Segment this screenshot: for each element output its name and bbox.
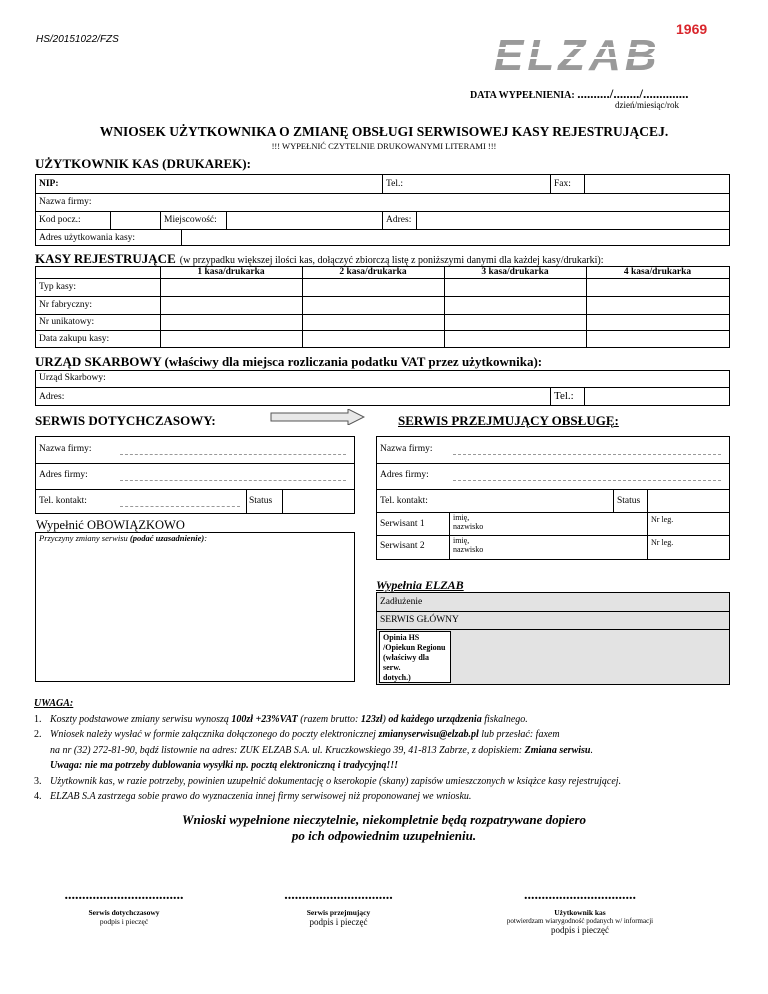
old-service-table xyxy=(35,436,355,514)
column-1: 1 kasa/drukarka xyxy=(197,267,265,277)
elzab-fill-heading: Wypełnia ELZAB xyxy=(376,578,464,592)
signature-old-dots: .................................. xyxy=(64,888,184,903)
warning-line-2: po ich odpowiednim uzupełnieniu. xyxy=(291,828,477,843)
incomplete-warning xyxy=(0,812,768,844)
note-2-f: . xyxy=(590,744,593,756)
registers-note: (w przypadku większej ilości kas, dołączyć zbiorczą listę z poniższymi danymi dla każdej kasy/drukarki): xyxy=(179,255,604,266)
tax-office-table xyxy=(35,370,730,406)
signature-new-dots: ............................... xyxy=(284,888,393,903)
main-service-label: SERWIS GŁÓWNY xyxy=(380,615,459,625)
new-status-label: Status xyxy=(617,496,641,506)
date-label: DATA WYPEŁNIENIA: xyxy=(470,90,575,101)
new-contact-label: Tel. kontakt: xyxy=(380,496,428,506)
note-3 xyxy=(34,774,754,790)
note-2-d: na nr (32) 272-81-90, bądź listownie na adres: ZUK ELZAB S.A. ul. Kruczkowskiego 39, 41-813 Zabrze, z dopiskiem: xyxy=(50,744,525,756)
tax-tel-label: Tel.: xyxy=(554,390,574,402)
logo-year: 1969 xyxy=(676,21,708,37)
tech1-name-label xyxy=(453,513,483,531)
column-4: 4 kasa/drukarka xyxy=(623,267,692,277)
elzab-fill-table xyxy=(376,592,730,685)
reasons-text: Przyczyny zmiany serwisu xyxy=(39,533,128,543)
registers-table xyxy=(35,266,730,348)
note-2 xyxy=(34,727,754,743)
signature-user[interactable] xyxy=(475,890,685,935)
signature-user-note: potwierdzam wiarygodność podanych w/ informacji xyxy=(506,917,654,925)
reasons-label xyxy=(39,533,207,543)
arrow-right-icon xyxy=(270,409,365,430)
row-unique: Nr unikatowy: xyxy=(39,317,95,327)
note-4-text: ELZAB S.A zastrzega sobie prawo do wyznaczenia innej firmy serwisowej niż proponowanej we wniosku. xyxy=(50,791,472,802)
postal-label: Kod pocz.: xyxy=(39,215,81,225)
note-3-num: 3. xyxy=(34,775,42,787)
user-section-heading: UŻYTKOWNIK KAS (DRUKAREK): xyxy=(35,156,251,171)
tel-label: Tel.: xyxy=(386,179,404,189)
new-service-table xyxy=(376,436,730,560)
note-2-num: 2. xyxy=(34,729,42,740)
note-2-cont xyxy=(34,743,754,759)
logo-text: ELZAB xyxy=(494,31,661,76)
usage-address-label: Adres użytkowania kasy: xyxy=(39,233,136,243)
column-3: 3 kasa/drukarka xyxy=(481,267,549,277)
opinion-box xyxy=(379,631,451,683)
note-2-e: Zmiana serwisu xyxy=(524,744,591,756)
old-address-label: Adres firmy: xyxy=(39,470,88,480)
notes-heading: UWAGA: xyxy=(34,698,74,709)
date-dots[interactable]: ........../......../.............. xyxy=(577,86,689,101)
tech2-name-label xyxy=(453,536,483,554)
tech1-name-first: imię, xyxy=(453,513,470,522)
note-3-text: Użytkownik kas, w razie potrzeby, powinien uzupełnić dokumentację o kserokopie (skany) zapisów umieszczonych w książce kasy rejestrującej. xyxy=(50,775,622,787)
row-serial: Nr fabryczny: xyxy=(39,300,93,310)
new-address-label: Adres firmy: xyxy=(380,470,429,480)
elzab-logo xyxy=(490,18,720,76)
note-2-c: lub przesłać: faxem xyxy=(478,729,560,740)
fax-label: Fax: xyxy=(554,179,571,189)
note-1-a: Koszty podstawowe zmiany serwisu wynoszą xyxy=(50,713,232,725)
old-contact-label: Tel. kontakt: xyxy=(39,496,87,506)
note-2-email[interactable]: zmianyserwisu@elzab.pl xyxy=(378,729,479,740)
tech1-name-last: nazwisko xyxy=(453,522,484,531)
note-1-b: 100zł +23%VAT xyxy=(231,713,298,725)
user-table xyxy=(35,174,730,246)
old-service-heading: SERWIS DOTYCHCZASOWY: xyxy=(35,413,216,428)
row-type: Typ kasy: xyxy=(39,282,77,292)
signature-new-service[interactable] xyxy=(256,890,421,927)
tech2-label: Serwisant 2 xyxy=(380,541,425,551)
tech2-name-first: imię, xyxy=(453,536,470,545)
note-4 xyxy=(34,789,754,805)
notes xyxy=(34,696,754,805)
note-4-num: 4. xyxy=(34,791,42,802)
document-number: HS/20151022/FZS xyxy=(36,34,119,45)
opinion-line-3: (właściwy dla serw. xyxy=(383,653,429,672)
note-1-c: (razem brutto: xyxy=(297,713,361,725)
tech1-nrleg-label: Nr leg. xyxy=(651,515,674,524)
reasons-bold: (podać uzasadnienie) xyxy=(129,533,205,543)
column-2: 2 kasa/drukarka xyxy=(339,267,407,277)
tax-office-label: Urząd Skarbowy: xyxy=(39,373,106,383)
opinion-line-2: /Opiekun Regionu xyxy=(383,643,446,652)
note-1-f: od każdego urządzenia xyxy=(388,713,482,725)
signature-old-title: Serwis dotychczasowy xyxy=(88,908,160,917)
company-label: Nazwa firmy: xyxy=(39,197,92,207)
note-1-e: ) xyxy=(382,713,389,725)
old-company-label: Nazwa firmy: xyxy=(39,444,92,454)
reasons-box[interactable] xyxy=(35,532,355,682)
note-2-warning: Uwaga: nie ma potrzeby dublowania wysyłki np. pocztą elektroniczną i tradycyjną!!! xyxy=(50,760,399,771)
signature-user-title: Użytkownik kas xyxy=(554,908,606,917)
note-1-num: 1. xyxy=(34,713,42,725)
old-status-label: Status xyxy=(249,496,273,506)
signature-user-sub: podpis i pieczęć xyxy=(551,925,609,935)
tech1-label: Serwisant 1 xyxy=(380,519,425,529)
elzab-logo-graphic xyxy=(490,18,720,76)
opinion-line-4: dotych.) xyxy=(383,673,411,682)
signature-old-sub: podpis i pieczęć xyxy=(99,917,149,926)
debt-label: Zadłużenie xyxy=(380,597,423,607)
signature-old-service[interactable] xyxy=(34,890,214,926)
signature-new-title: Serwis przejmujący xyxy=(306,908,371,917)
opinion-line-1: Opinia HS xyxy=(383,633,420,642)
address-label: Adres: xyxy=(386,215,412,225)
note-1-g: fiskalnego. xyxy=(481,713,528,725)
note-1 xyxy=(34,712,754,728)
signature-new-sub: podpis i pieczęć xyxy=(309,917,368,927)
city-label: Miejscowość: xyxy=(164,215,217,225)
note-2-a: Wniosek należy wysłać w formie załącznika dołączonego do poczty elektronicznej xyxy=(50,729,379,740)
warning-line-1: Wnioski wypełnione nieczytelnie, niekompletnie będą rozpatrywane dopiero xyxy=(181,812,587,827)
signature-user-dots: ................................ xyxy=(524,888,636,903)
reasons-end: : xyxy=(204,533,208,543)
registers-heading: KASY REJESTRUJĄCE xyxy=(35,251,176,266)
date-hint: dzień/miesiąc/rok xyxy=(615,100,679,110)
row-purchase-date: Data zakupu kasy: xyxy=(39,334,110,344)
tax-address-label: Adres: xyxy=(39,392,65,402)
tech2-nrleg-label: Nr leg. xyxy=(651,538,674,547)
new-service-heading: SERWIS PRZEJMUJĄCY OBSŁUGĘ: xyxy=(398,413,619,428)
note-1-d: 123zł xyxy=(360,713,383,725)
form-title: WNIOSEK UŻYTKOWNIKA O ZMIANĘ OBSŁUGI SERWISOWEJ KASY REJESTRUJĄCEJ. xyxy=(99,124,669,139)
tech2-name-last: nazwisko xyxy=(453,545,484,554)
form-subtitle: !!! WYPEŁNIĆ CZYTELNIE DRUKOWANYMI LITERAMI !!! xyxy=(271,141,497,151)
new-company-label: Nazwa firmy: xyxy=(380,444,433,454)
tax-office-heading: URZĄD SKARBOWY (właściwy dla miejsca rozliczania podatku VAT przez użytkownika): xyxy=(35,354,543,369)
mandatory-heading: Wypełnić OBOWIĄZKOWO xyxy=(36,518,185,532)
nip-label: NIP: xyxy=(39,179,59,189)
